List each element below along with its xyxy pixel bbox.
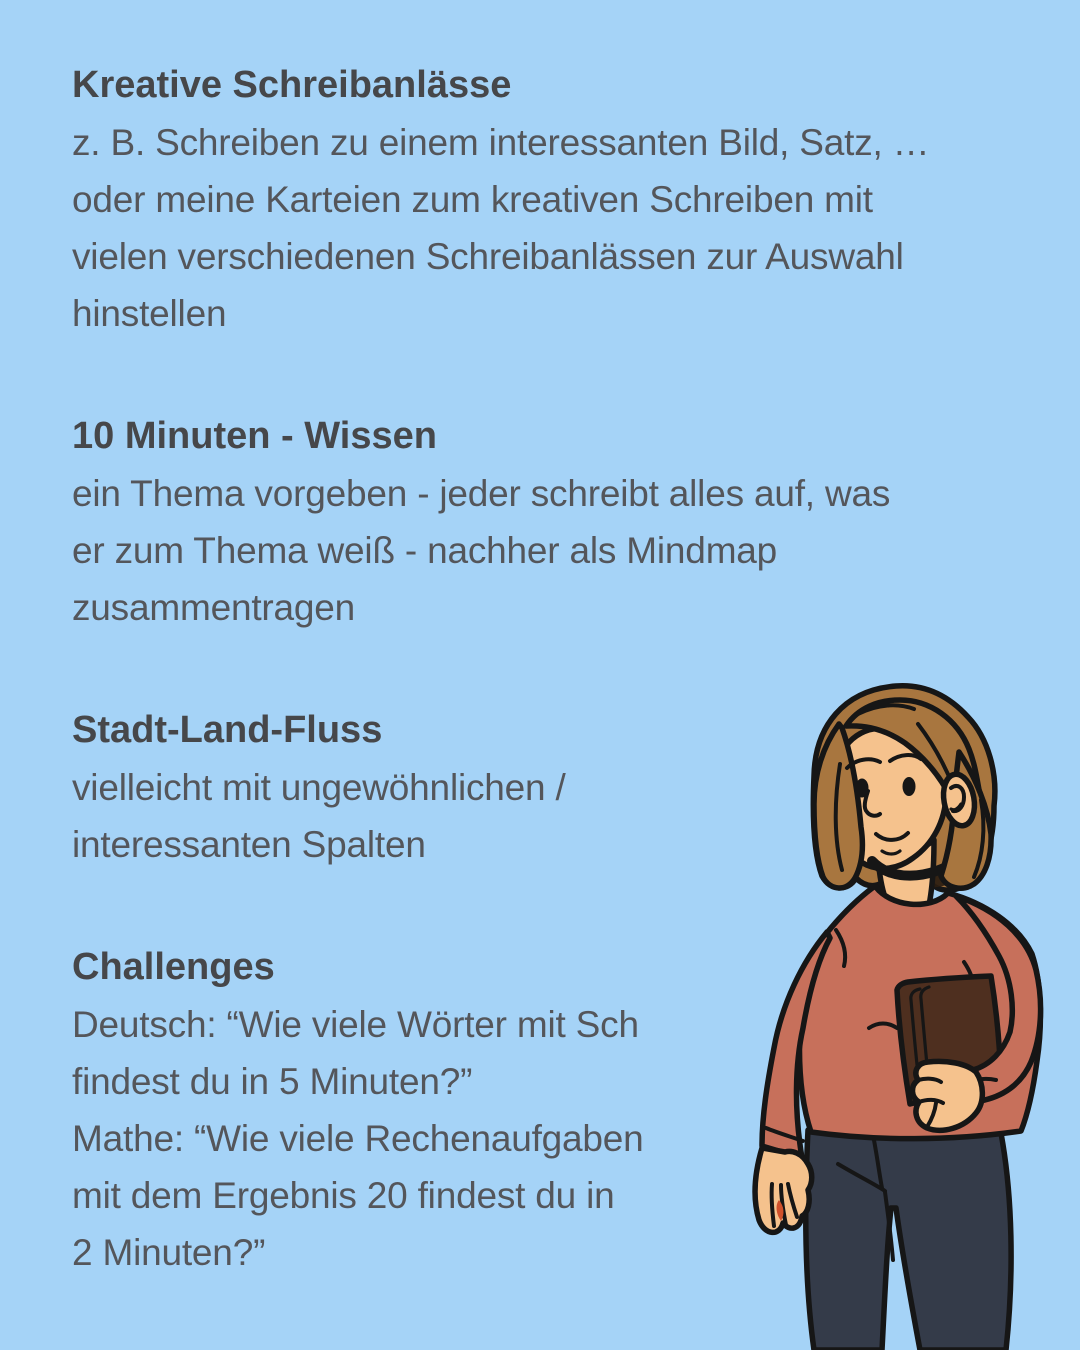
pants [806, 1128, 1011, 1350]
teacher-illustration [730, 680, 1080, 1350]
section-kreative-schreibanlaesse [72, 57, 929, 342]
section-10-minuten-wissen [72, 408, 929, 636]
section-heading: Stadt-Land-Fluss [72, 709, 383, 751]
pants-shape [806, 1128, 1011, 1350]
body-line: vielen verschiedenen Schreibanlässen zur Auswahl [72, 236, 904, 277]
left-finger-line-1 [772, 1184, 774, 1226]
body-line: zusammentragen [72, 587, 356, 628]
body-line: oder meine Karteien zum kreativen Schreiben mit [72, 179, 873, 220]
body-line: interessanten Spalten [72, 824, 426, 865]
right-eye [903, 777, 916, 796]
body-line: findest du in 5 Minuten?” [72, 1061, 473, 1102]
body-line: Mathe: “Wie viele Rechenaufgaben [72, 1118, 644, 1159]
body-line: vielleicht mit ungewöhnlichen / [72, 767, 566, 808]
body-line: mit dem Ergebnis 20 findest du in [72, 1175, 615, 1216]
body-line: Deutsch: “Wie viele Wörter mit Sch [72, 1004, 639, 1045]
section-heading: 10 Minuten - Wissen [72, 415, 437, 457]
body-line: ein Thema vorgeben - jeder schreibt alles auf, was [72, 473, 891, 514]
body-line: er zum Thema weiß - nachher als Mindmap [72, 530, 778, 571]
body-line: hinstellen [72, 293, 227, 334]
right-hand [912, 1061, 982, 1130]
section-heading: Challenges [72, 946, 275, 988]
body-line: 2 Minuten?” [72, 1232, 266, 1273]
section-heading: Kreative Schreibanlässe [72, 64, 512, 106]
body-line: z. B. Schreiben zu einem interessanten Bild, Satz, … [72, 122, 930, 163]
